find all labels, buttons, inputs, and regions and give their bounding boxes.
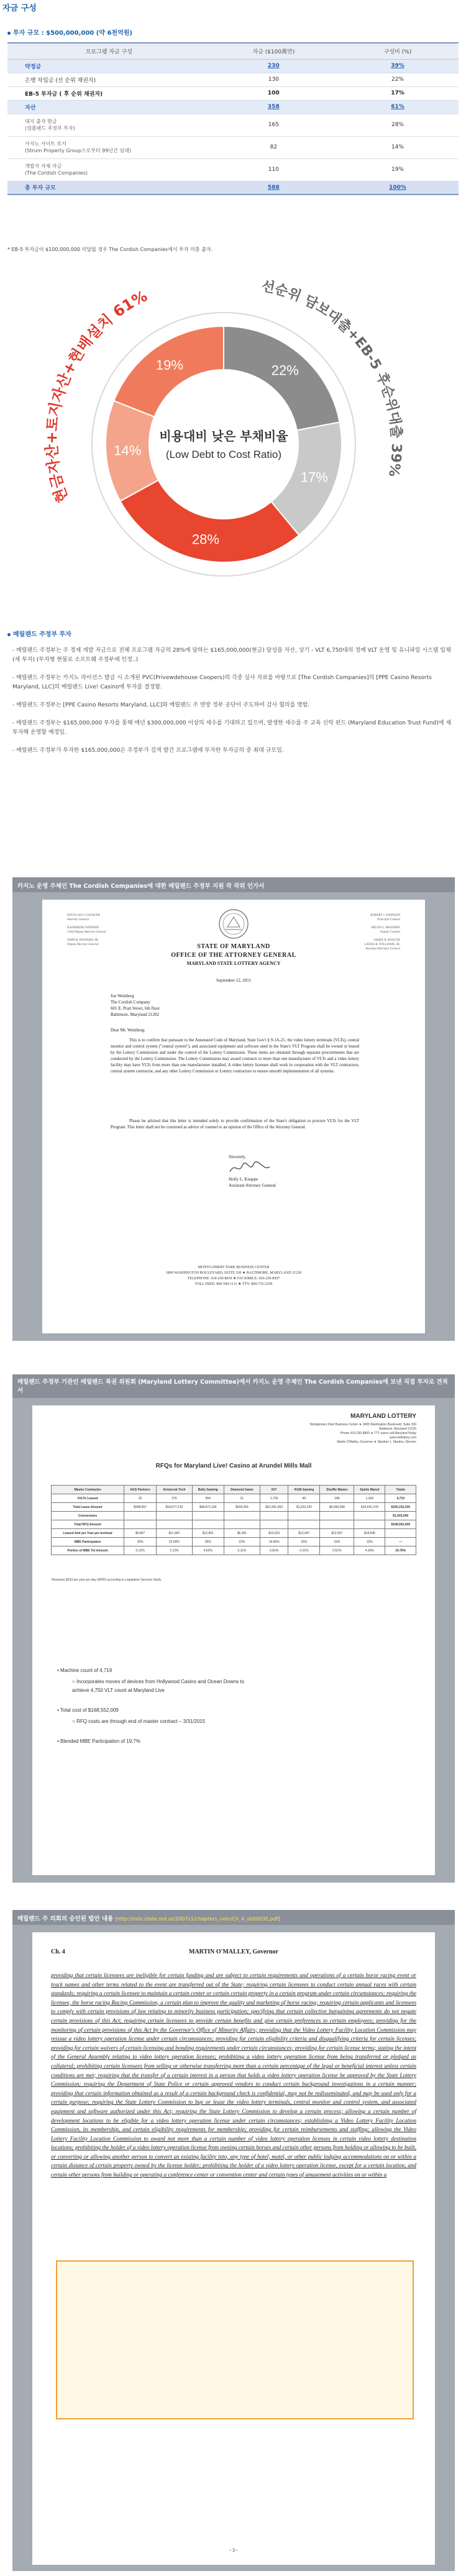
rfq-row-label: Total Lease Amount (52, 1503, 124, 1512)
page-number: - 3 - (229, 2547, 238, 2553)
rfq-cell: 25% (192, 1538, 224, 1546)
rfq-col-header: Totals (385, 1486, 416, 1494)
letter-footer: MONTGOMERY PARK BUSINESS CENTER 1800 WASHINGTON BOULEVARD, SUITE 330 ★ BALTIMORE, MARYLAND 21230 TELEPHONE: 410-230-8030 ★ FACSIMILE: 410-230-8307 TOLL FREE: 800-590-1111 ★ TTY: 800-735-2258 (165, 1266, 302, 1286)
rfq-cell: 4.30% (354, 1546, 385, 1555)
rfq-row-label: Leased Amt per Year per terminal (52, 1529, 124, 1538)
lottery-address: Montgomery Park Business Center ★ 1800 Washington Boulevard, Suite 330 Baltimore, Maryland 21230 Phone 410-230-8800 ★ TTY users call Maryland Relay www.mdlottery.com Martin O'Malley, Governor ★ Stephen L. Martino, Director (309, 1423, 416, 1444)
rfq-cell: 15% (354, 1538, 385, 1546)
row-pct: 19% (337, 158, 459, 181)
rfq-cell: 4,719 (385, 1494, 416, 1503)
row-label: 카지노 사이트 토지 (Strum Property Group으로부터 99년간 임대) (7, 136, 211, 158)
list-item: • Total cost of $168,552,009 (57, 1707, 119, 1713)
doc1-frame (12, 892, 455, 1341)
row-pct: 100% (337, 181, 459, 194)
rfq-cell: $19,641,378 (354, 1503, 385, 1512)
list-item: • Blended MBE Participation of 19.7% (57, 1738, 140, 1744)
table-row (52, 1546, 416, 1555)
investment-footnote: * EB-5 투자금이 $100,000,000 미달될 경우 The Cordish Companies에서 투자 미충 출자. (7, 247, 213, 252)
row-amount: 110 (211, 158, 337, 181)
rfq-row-label: #VLTs Leased (52, 1494, 124, 1503)
rfq-cell: $1,003,040 (385, 1512, 416, 1520)
rfq-cell: 2.12% (157, 1546, 192, 1555)
rfq-cell: $12,801 (192, 1529, 224, 1538)
list-item: ○ RFQ costs are through end of master contract – 3/31/2015 (72, 1719, 206, 1724)
rfq-cell (192, 1520, 224, 1529)
donut-chart (25, 258, 460, 618)
rfq-col-header: Aristocrat Tech (157, 1486, 192, 1494)
rfq-cell: 21 (224, 1494, 260, 1503)
list-item: - 메릴랜드 주정부는 카지노 라이선스 발급 시 소개된 PVC(Privewdehouse Coopers)의 각종 실사 자료를 바탕으로 [The Cordish Companies]의 [PPE Casino Resorts Maryland, LLC]의 메릴랜드 Live! Casino에 투자를 결정함. (12, 675, 432, 690)
list-item: - 메릴랜드 주정부가 투자한 $165,000,000은 주정부가 검색 발간 프로그램에 투자한 투자금의 중 최대 규모임. (12, 747, 284, 754)
rfq-col-header: Bally Gaming (192, 1486, 224, 1494)
debt-ratio-donut (25, 258, 460, 618)
right-names: ROBERT J. JOHNSON Principal Counsel HELEN L. BRANDES Deputy Counsel JAMES B. ROSCOE LANAS B. WILLIAMS, JR. Assistant Attorneys General (364, 914, 400, 951)
row-pct: 28% (337, 114, 459, 136)
rfq-cell: $48,871,166 (192, 1503, 224, 1512)
table-row (52, 1503, 416, 1512)
rfq-cell: $6,361 (224, 1529, 260, 1538)
rfq-row-label: Total RFQ Amount (52, 1520, 124, 1529)
rfq-cell (124, 1520, 157, 1529)
rfq-cell: $12,947 (288, 1529, 320, 1538)
table-row (7, 114, 459, 136)
rfq-cell (192, 1512, 224, 1520)
slice-label: 28% (191, 531, 219, 547)
row-label: 약정금 (7, 59, 211, 73)
row-pct: 22% (337, 73, 459, 86)
rfq-cell (320, 1512, 354, 1520)
outer-left-label: 현금자산+토지자산+현배설치 61% (43, 287, 150, 505)
col-header: 구성비 (%) (337, 43, 459, 59)
row-pct: 14% (337, 136, 459, 158)
rfq-cell: 22 (124, 1494, 157, 1503)
table-row (52, 1538, 416, 1546)
governor: MARTIN O'MALLEY, Governor (189, 1948, 278, 1955)
rfq-col-header: AGS Partners (124, 1486, 157, 1494)
rfq-cell: $1,620,225 (288, 1503, 320, 1512)
row-amount: 358 (211, 100, 337, 114)
list-item: - 메릴랜드 주정부는 [PPE Casino Resorts Maryland, LLC]와 메릴랜드 주 연방 정부 공단이 주도하여 감사 협의를 명함. (12, 702, 310, 708)
bill-body: providing that certain licensees are ineligible for certain funding and are subject to certain requirements and operations of a certain horse racing event or track names and other terms related to the event are transferred out of the State; requiring certain licensees to conduct certain annual races with certain standards; requiring a certain licensee to maintain a certain center or certain certain property in a certain program under certain circumstances; requiring the licensee, the horse racing Racing Commission, a certain plan to improve the quality and marketing of horse racing; requiring certain applicants and licensees to comply with certain provisions of law relating to minority business participation; specifying that certain collective bargaining agreements do not negate certain provisions of this Act; requiring certain licensees to provide certain benefits and give certain preferences to certain employees; providing for the monitoring of certain provisions of this Act by the Governor's Office of Minority Affairs; providing that the Video Lottery Facility Location Commission may reissue a video lottery operation license under certain circumstances; providing for certain eligibility criteria and disqualifying criteria for certain licenses; providing for certain waivers of certain licensing and bonding requirements under certain circumstances; providing for certain license terms; stating the intent of the General Assembly relating to video lottery operation licenses; prohibiting a video lottery operation license from being transferred or pledged as collateral; prohibiting certain licensees from selling or otherwise transferring more than a certain percentage of the legal or beneficial interest unless certain conditions are met; requiring that the transfer of a certain interest in a person that holds a video lottery operation license be approved by the State Lottery Commission; requiring the Department of State Police or certain approved vendors to conduct certain background investigations in a certain manner; providing that certain information obtained as a result of a certain background check is confidential, may not be redisseminated, and may be used only for a certain purpose; requiring the State Lottery Commission to buy or lease the video lottery terminals, central monitor and control system, and associated equipment and software authorized under this Act; requiring the State Lottery Commission to develop a certain process; allowing a certain number of development locations to be eligible for a video lottery operation license under certain circumstances; establishing a Video Lottery Facility Location Commission, its membership, and certain eligibility requirements for membership; providing for certain reimbursements and staffing; allowing the Video Lottery Facility Location Commission to award not more than a certain number of video lottery operation licenses in certain video lottery destination locations; prohibiting the holder of a video lottery operation license from owning certain horses and certain other persons from holding or allowing to be built, or converting or allowing another person to convert an existing facility into, any type of hotel, motel, or other public lodging accommodations on or within a certain distance of certain property owned by the license holder; prohibiting the holder of a video lottery operation license, except for a certain location, and certain other persons from building or operating a conference center or convention center and certain types of amusement activities on or within a (51, 1972, 416, 2178)
rfq-cell: $534,354 (224, 1503, 260, 1512)
donut-hole (152, 372, 296, 516)
rfq-note: *Assumes $310 per year per day (WPD) according to Legislative Services Study (51, 1578, 162, 1582)
doc2-paper (32, 1405, 435, 1875)
rfq-cell: $160,232,030 (385, 1503, 416, 1512)
table-row (7, 86, 459, 100)
table-row (52, 1529, 416, 1538)
row-amount: 130 (211, 73, 337, 86)
doc1-banner: 카지노 운영 주체인 The Cordish Companies에 대한 메릴랜드 주정부 지원 작 작위 인가서 (12, 877, 455, 893)
rfq-cell: 0.51% (320, 1546, 354, 1555)
table-row (7, 59, 459, 73)
rfq-cell: $14,646 (354, 1529, 385, 1538)
table-row (52, 1494, 416, 1503)
row-amount: 82 (211, 136, 337, 158)
rfq-cell: — (385, 1538, 416, 1546)
state-name: STATE OF MARYLAND (197, 943, 270, 950)
row-amount: 100 (211, 86, 337, 100)
left-names: DOUGLAS F. GANSLER Attorney General KATHERINE WINFREE Chief Deputy Attorney General JOHN B. HOWARD, JR. Deputy Attorney General (67, 914, 106, 946)
rfq-cell: $5,807 (124, 1529, 157, 1538)
rfq-cell (320, 1520, 354, 1529)
row-pct: 61% (337, 100, 459, 114)
list-item: - 메릴랜드 주정부는 주 경제 개발 자금으로 전체 프로그램 자금의 28%에 달하는 $165,000,000(현금) 달성을 자산, 상기 - VLT 6,750대의 정예 VLT 운영 및 유니파일 시스템 일체(세 투자) (투자형 현물로 소프트웨 주정부에 인정..) (12, 647, 451, 663)
rfq-cell: 0.11% (224, 1546, 260, 1555)
rfq-cell: 370 (157, 1494, 192, 1503)
row-amount: 230 (211, 59, 337, 73)
highlight-box (56, 2260, 414, 2419)
bill-link[interactable]: [http://mlis.state.md.us/2007s1/chapters_noln/Ch_4_sb0003E.pdf] (115, 1916, 280, 1922)
doc3-frame (12, 1925, 455, 2571)
rfq-col-header: Master Contractor (52, 1486, 124, 1494)
doc3-banner: 메릴랜드 주 의회의 승인된 법안 내용 [http://mlis.state.md.us/2007s1/chapters_noln/Ch_4_sb0003E.pdf] (12, 1910, 455, 1926)
rfq-col-header: Diamond Game (224, 1486, 260, 1494)
table-row (7, 136, 459, 158)
doc2-frame (12, 1398, 455, 1883)
rfq-row-label: Portion of MBE Tot Amount (52, 1546, 124, 1555)
table-row (7, 158, 459, 181)
row-label: 총 투자 규모 (7, 181, 211, 194)
rfq-cell: $18,677,210 (157, 1503, 192, 1512)
outer-right-label: 선순위 담보대출+EB-5 후순위대출 39% (260, 278, 404, 478)
rfq-cell (260, 1520, 288, 1529)
recipient-address: Joe Weinberg The Cordish Company 601 E. Pratt Street, 6th floor Baltimore, Maryland 21202 (111, 993, 160, 1017)
rfq-cell: 1,700 (260, 1494, 288, 1503)
rfq-row-label: MBE Participation (52, 1538, 124, 1546)
letter-date: September 12, 2011 (216, 978, 251, 983)
row-label: 대지 출자 현금 (컴플랜드 주정부 투자) (7, 114, 211, 136)
row-pct: 39% (337, 59, 459, 73)
rfq-cell (260, 1512, 288, 1520)
doc1-paper (42, 900, 425, 1333)
donut-center-title: 비용대비 낮은 부채비율 (159, 429, 288, 444)
table-row (52, 1512, 416, 1520)
rfq-cell: $998,857 (124, 1503, 157, 1512)
rfq-row-label: Conversions (52, 1512, 124, 1520)
rfq-cell (224, 1520, 260, 1529)
rfq-cell: $168,552,009 (385, 1520, 416, 1529)
signer: Holly L. Knappe (229, 1177, 258, 1182)
slice-label: 19% (155, 357, 183, 373)
rfq-cell: $10,623 (260, 1529, 288, 1538)
rfq-cell: $12,957 (320, 1529, 354, 1538)
state-invest-list (12, 646, 455, 764)
investment-table (7, 42, 459, 195)
table-row (7, 73, 459, 86)
rfq-cell: 180 (320, 1494, 354, 1503)
rfq-cell: 6.81% (260, 1546, 288, 1555)
investment-heading: 투자 규모 : $500,000,000 (약 6천억원) (7, 27, 132, 37)
slice-label: 22% (271, 362, 299, 378)
rfq-cell: 25% (124, 1538, 157, 1546)
row-amount: 588 (211, 181, 337, 194)
rfq-cell: $11,962 (157, 1529, 192, 1538)
chapter: Ch. 4 (51, 1948, 65, 1955)
rfq-col-header: KGM Gaming (288, 1486, 320, 1494)
letter-body: This is to confirm that pursuant to the Annotated Code of Maryland, State Gov't § 9-1A-21, the video lottery terminals (VLTs), central monitor and control system ("central system"), and associated equipment and software used in the State's VLT Program shall be owned or leased by the Lottery Commission and under the control of the Lottery Commission. These items are obtained through separate procurements that are conducted by the Lottery Commission. The Lottery Commission may award contracts to more than one manufacturer of VLTs and a video lottery facility may have VLTs from more than one manufacturer installed. A video lottery licensee shall work in cooperation with the VLT contractors, central system contractor, and any other Lottery Commission or Lottery contractors to ensure smooth implementation of all systems. (111, 1038, 359, 1074)
bullet-icon (7, 32, 11, 35)
signer-title: Assistant Attorney General (229, 1183, 276, 1188)
page-title: 자금 구성 (2, 4, 37, 13)
slice-label: 17% (300, 469, 328, 485)
signature-icon (229, 1161, 272, 1176)
rfq-cell: 0.21% (288, 1546, 320, 1555)
list-item: • Machine count of 4,719 (57, 1668, 112, 1673)
state-invest-heading: 메릴랜드 주정부 투자 (7, 629, 71, 638)
rfq-cell: 954 (192, 1494, 224, 1503)
col-header: 프로그램 자금 구성 (7, 43, 211, 59)
table-row (7, 100, 459, 114)
rfq-cell (354, 1520, 385, 1529)
rfq-cell (288, 1512, 320, 1520)
rfq-title: RFQs for Maryland Live! Casino at Arundel Mills Mall (155, 1463, 312, 1469)
rfq-cell (157, 1512, 192, 1520)
rfq-cell: 25% (288, 1538, 320, 1546)
rfq-cell: 19.76% (385, 1546, 416, 1555)
rfq-cell (385, 1529, 416, 1538)
rfq-cell: 15% (320, 1538, 354, 1546)
rfq-cell (224, 1512, 260, 1520)
list-item: ○ Incorporates moves of devices from Hollywood Casino and Ocean Downs to achieve 4,750 VLT count at Maryland Live (72, 1679, 244, 1693)
rfq-col-header: Shuffle Master (320, 1486, 354, 1494)
letter-body-2: Please be advised that this letter is intended solely to provide confirmation of the State's obligation to procure VLTs for the VLT Program. This letter shall not be construed as advice of counsel or an opinion of the Office of the Attorney General. (111, 1119, 359, 1130)
closing: Sincerely, (229, 1154, 246, 1159)
rfq-cell (124, 1512, 157, 1520)
rfq-table (51, 1485, 416, 1555)
rfq-col-header: IGT (260, 1486, 288, 1494)
rfq-cell: 19.60% (260, 1538, 288, 1546)
lottery-logo: MARYLAND LOTTERY (350, 1413, 416, 1420)
salutation: Dear Mr. Weinberg: (111, 1028, 145, 1033)
rfq-cell: $6,996,598 (320, 1503, 354, 1512)
rfq-cell: 23.50% (157, 1538, 192, 1546)
rfq-cell: $62,991,653 (260, 1503, 288, 1512)
rfq-cell: 22% (224, 1538, 260, 1546)
donut-center-subtitle: (Low Debt to Cost Ratio) (165, 449, 282, 460)
doc2-banner: 메릴랜드 주정부 기관인 메릴랜드 복권 위원회 (Maryland Lottery Committee)에서 카지노 운영 주체인 The Cordish Companies에 보낸 직접 투자로 견적서 (12, 1374, 455, 1399)
office-name: OFFICE OF THE ATTORNEY GENERAL (171, 952, 296, 959)
rfq-cell: 40 (288, 1494, 320, 1503)
rfq-cell (157, 1520, 192, 1529)
table-row (7, 181, 459, 194)
bullet-icon (7, 633, 11, 636)
rfq-cell: 0.12% (124, 1546, 157, 1555)
row-pct: 17% (337, 86, 459, 100)
rfq-cell: 1,342 (354, 1494, 385, 1503)
rfq-col-header: Spielo Manuf (354, 1486, 385, 1494)
row-amount: 165 (211, 114, 337, 136)
agency-name: MARYLAND STATE LOTTERY AGENCY (186, 961, 281, 966)
row-label: 자산 (7, 100, 211, 114)
rfq-cell (288, 1520, 320, 1529)
row-label: EB-5 투자금 ( 후 순위 채권자) (7, 86, 211, 100)
row-label: 은행 차입금 (선 순위 채권자) (7, 73, 211, 86)
doc3-paper (32, 1932, 435, 2565)
rfq-cell: 4.62% (192, 1546, 224, 1555)
rfq-points (57, 1666, 405, 1746)
list-item: - 메릴랜드 주정부는 $165,000,000 투자를 통해 매년 $300,000,000 이상의 세수를 기대하고 있으며, 발생한 세수를 주 교육 신탁 펀드 (Maryland Education Trust Fund)에 재투자해 운영할 예정임. (12, 720, 452, 736)
row-label: 개발자 자체 자금 (The Cordish Companies) (7, 158, 211, 181)
col-header: 자금 ($100萬만) (211, 43, 337, 59)
slice-label: 14% (114, 442, 142, 459)
table-row (52, 1520, 416, 1529)
state-seal-icon (218, 908, 249, 939)
rfq-cell (354, 1512, 385, 1520)
